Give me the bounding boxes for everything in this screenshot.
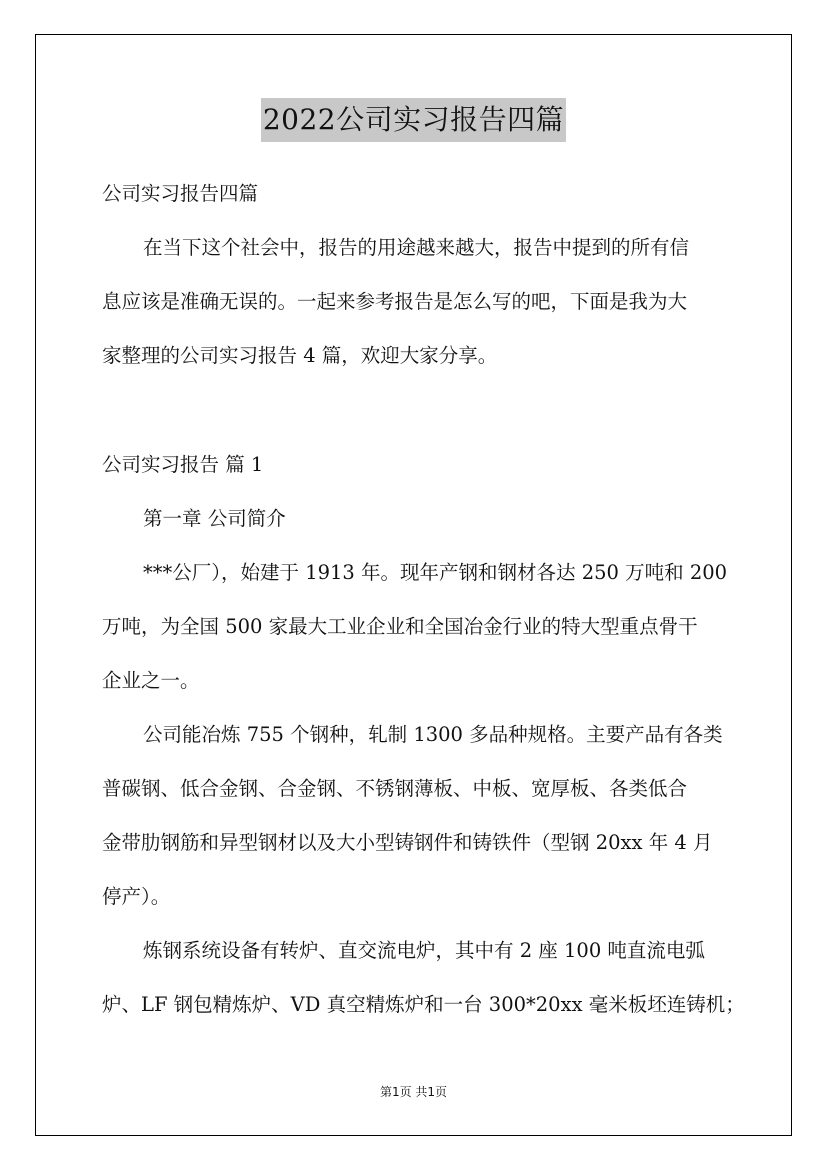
document-title: 2022公司实习报告四篇 [261, 98, 566, 142]
intro-line-3: 家整理的公司实习报告 4 篇，欢迎大家分享。 [102, 344, 498, 367]
intro-line-1: 在当下这个社会中，报告的用途越来越大，报告中提到的所有信 [143, 236, 690, 259]
paragraph-3-line-2: 炉、LF 钢包精炼炉、VD 真空精炼炉和一台 300*20xx 毫米板坯连铸机； [102, 993, 745, 1016]
page-footer [0, 1084, 827, 1100]
document-subtitle: 公司实习报告四篇 [102, 182, 259, 205]
page-number: 第1页 共1页 [379, 1085, 448, 1099]
section-heading: 公司实习报告 篇 1 [102, 453, 264, 476]
chapter-heading: 第一章 公司简介 [143, 507, 286, 530]
paragraph-2-line-4: 停产）。 [102, 885, 171, 908]
paragraph-1-line-2: 万吨，为全国 500 家最大工业企业和全国冶金行业的特大型重点骨干 [102, 615, 698, 638]
paragraph-3-line-1: 炼钢系统设备有转炉、直交流电炉，其中有 2 座 100 吨直流电弧 [143, 939, 705, 962]
paragraph-2-line-3: 金带肋钢筋和异型钢材以及大小型铸钢件和铸铁件（型钢 20xx 年 4 月 [102, 831, 713, 854]
paragraph-2-line-1: 公司能冶炼 755 个钢种，轧制 1300 多品种规格。主要产品有各类 [143, 723, 723, 746]
intro-line-2: 息应该是准确无误的。一起来参考报告是怎么写的吧，下面是我为大 [102, 290, 688, 313]
paragraph-1-line-3: 企业之一。 [102, 669, 200, 692]
paragraph-2-line-2: 普碳钢、低合金钢、合金钢、不锈钢薄板、中板、宽厚板、各类低合 [102, 777, 688, 800]
paragraph-1-line-1: ***公厂），始建于 1913 年。现年产钢和钢材各达 250 万吨和 200 [143, 561, 728, 584]
title-container [0, 98, 827, 142]
